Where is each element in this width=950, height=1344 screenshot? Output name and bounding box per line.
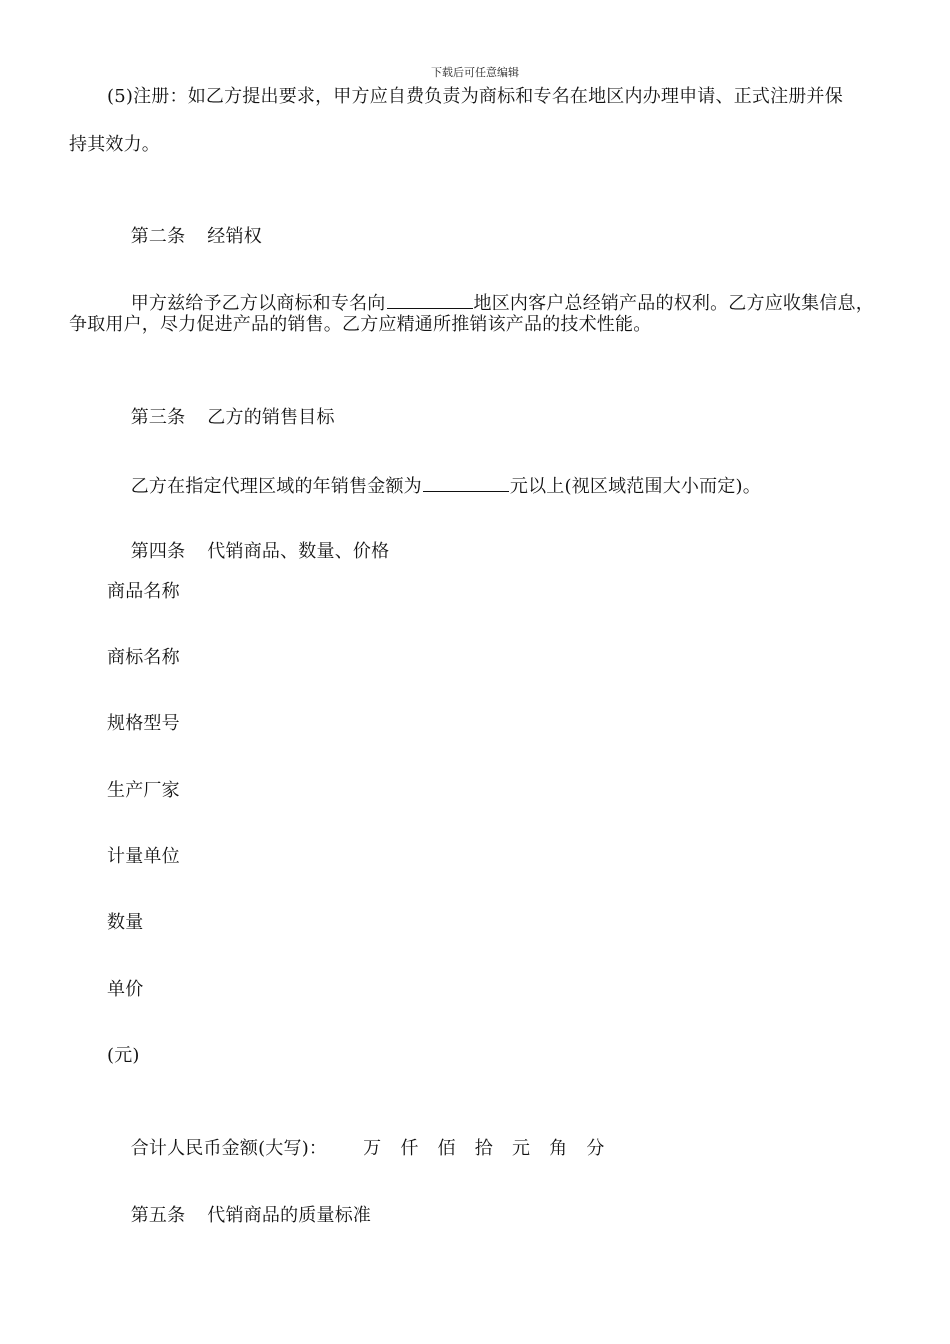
total-amount-label: 合计人民币金额(大写)： [130, 1138, 328, 1159]
unit-jiao: 角 [549, 1138, 568, 1159]
sales-amount-blank[interactable] [423, 473, 509, 492]
clause-5-line-2: 持其效力。 [69, 134, 160, 155]
field-spec-model: 规格型号 [107, 713, 180, 734]
article-3-heading [107, 379, 335, 457]
unit-wan: 万 [363, 1138, 382, 1159]
article-2-title: 经销权 [207, 226, 262, 247]
field-product-name: 商品名称 [107, 581, 180, 602]
field-manufacturer: 生产厂家 [107, 780, 180, 801]
article-2-text-before-blank: 甲方兹给予乙方以商标和专名向 [130, 293, 386, 314]
unit-fen: 分 [586, 1138, 605, 1159]
article-5-title: 代销商品的质量标准 [207, 1205, 372, 1226]
region-blank[interactable] [387, 290, 473, 309]
article-3-text-after-blank: 元以上(视区域范围大小而定)。 [509, 476, 761, 497]
article-2-paragraph-line-2: 争取用户，尽力促进产品的销售。乙方应精通所推销该产品的技术性能。 [69, 314, 652, 335]
article-5-heading [107, 1177, 371, 1255]
amount-units [363, 1138, 623, 1159]
article-2-text-after-blank: 地区内客户总经销产品的权利。乙方应收集信息， [473, 293, 874, 314]
unit-shi: 拾 [474, 1138, 493, 1159]
article-3-text-before-blank: 乙方在指定代理区域的年销售金额为 [130, 476, 422, 497]
article-2-number: 第二条 [130, 226, 186, 247]
field-quantity: 数量 [107, 912, 144, 933]
article-5-number: 第五条 [130, 1205, 186, 1226]
article-4-title: 代销商品、数量、价格 [207, 541, 390, 562]
clause-5-line-1: (5)注册：如乙方提出要求，甲方应自费负责为商标和专名在地区内办理申请、正式注册并保 [107, 86, 843, 107]
field-unit-of-measure: 计量单位 [107, 846, 180, 867]
article-3-title: 乙方的销售目标 [207, 407, 335, 428]
article-3-number: 第三条 [130, 407, 186, 428]
field-unit-price: 单价 [107, 979, 144, 1000]
article-4-number: 第四条 [130, 541, 186, 562]
unit-yuan: 元 [511, 1138, 531, 1159]
field-trademark-name: 商标名称 [107, 647, 180, 668]
unit-qian: 仟 [400, 1138, 419, 1159]
field-currency-yuan: (元) [107, 1045, 140, 1066]
unit-bai: 佰 [437, 1138, 456, 1159]
header-note: 下载后可任意编辑 [431, 66, 519, 79]
